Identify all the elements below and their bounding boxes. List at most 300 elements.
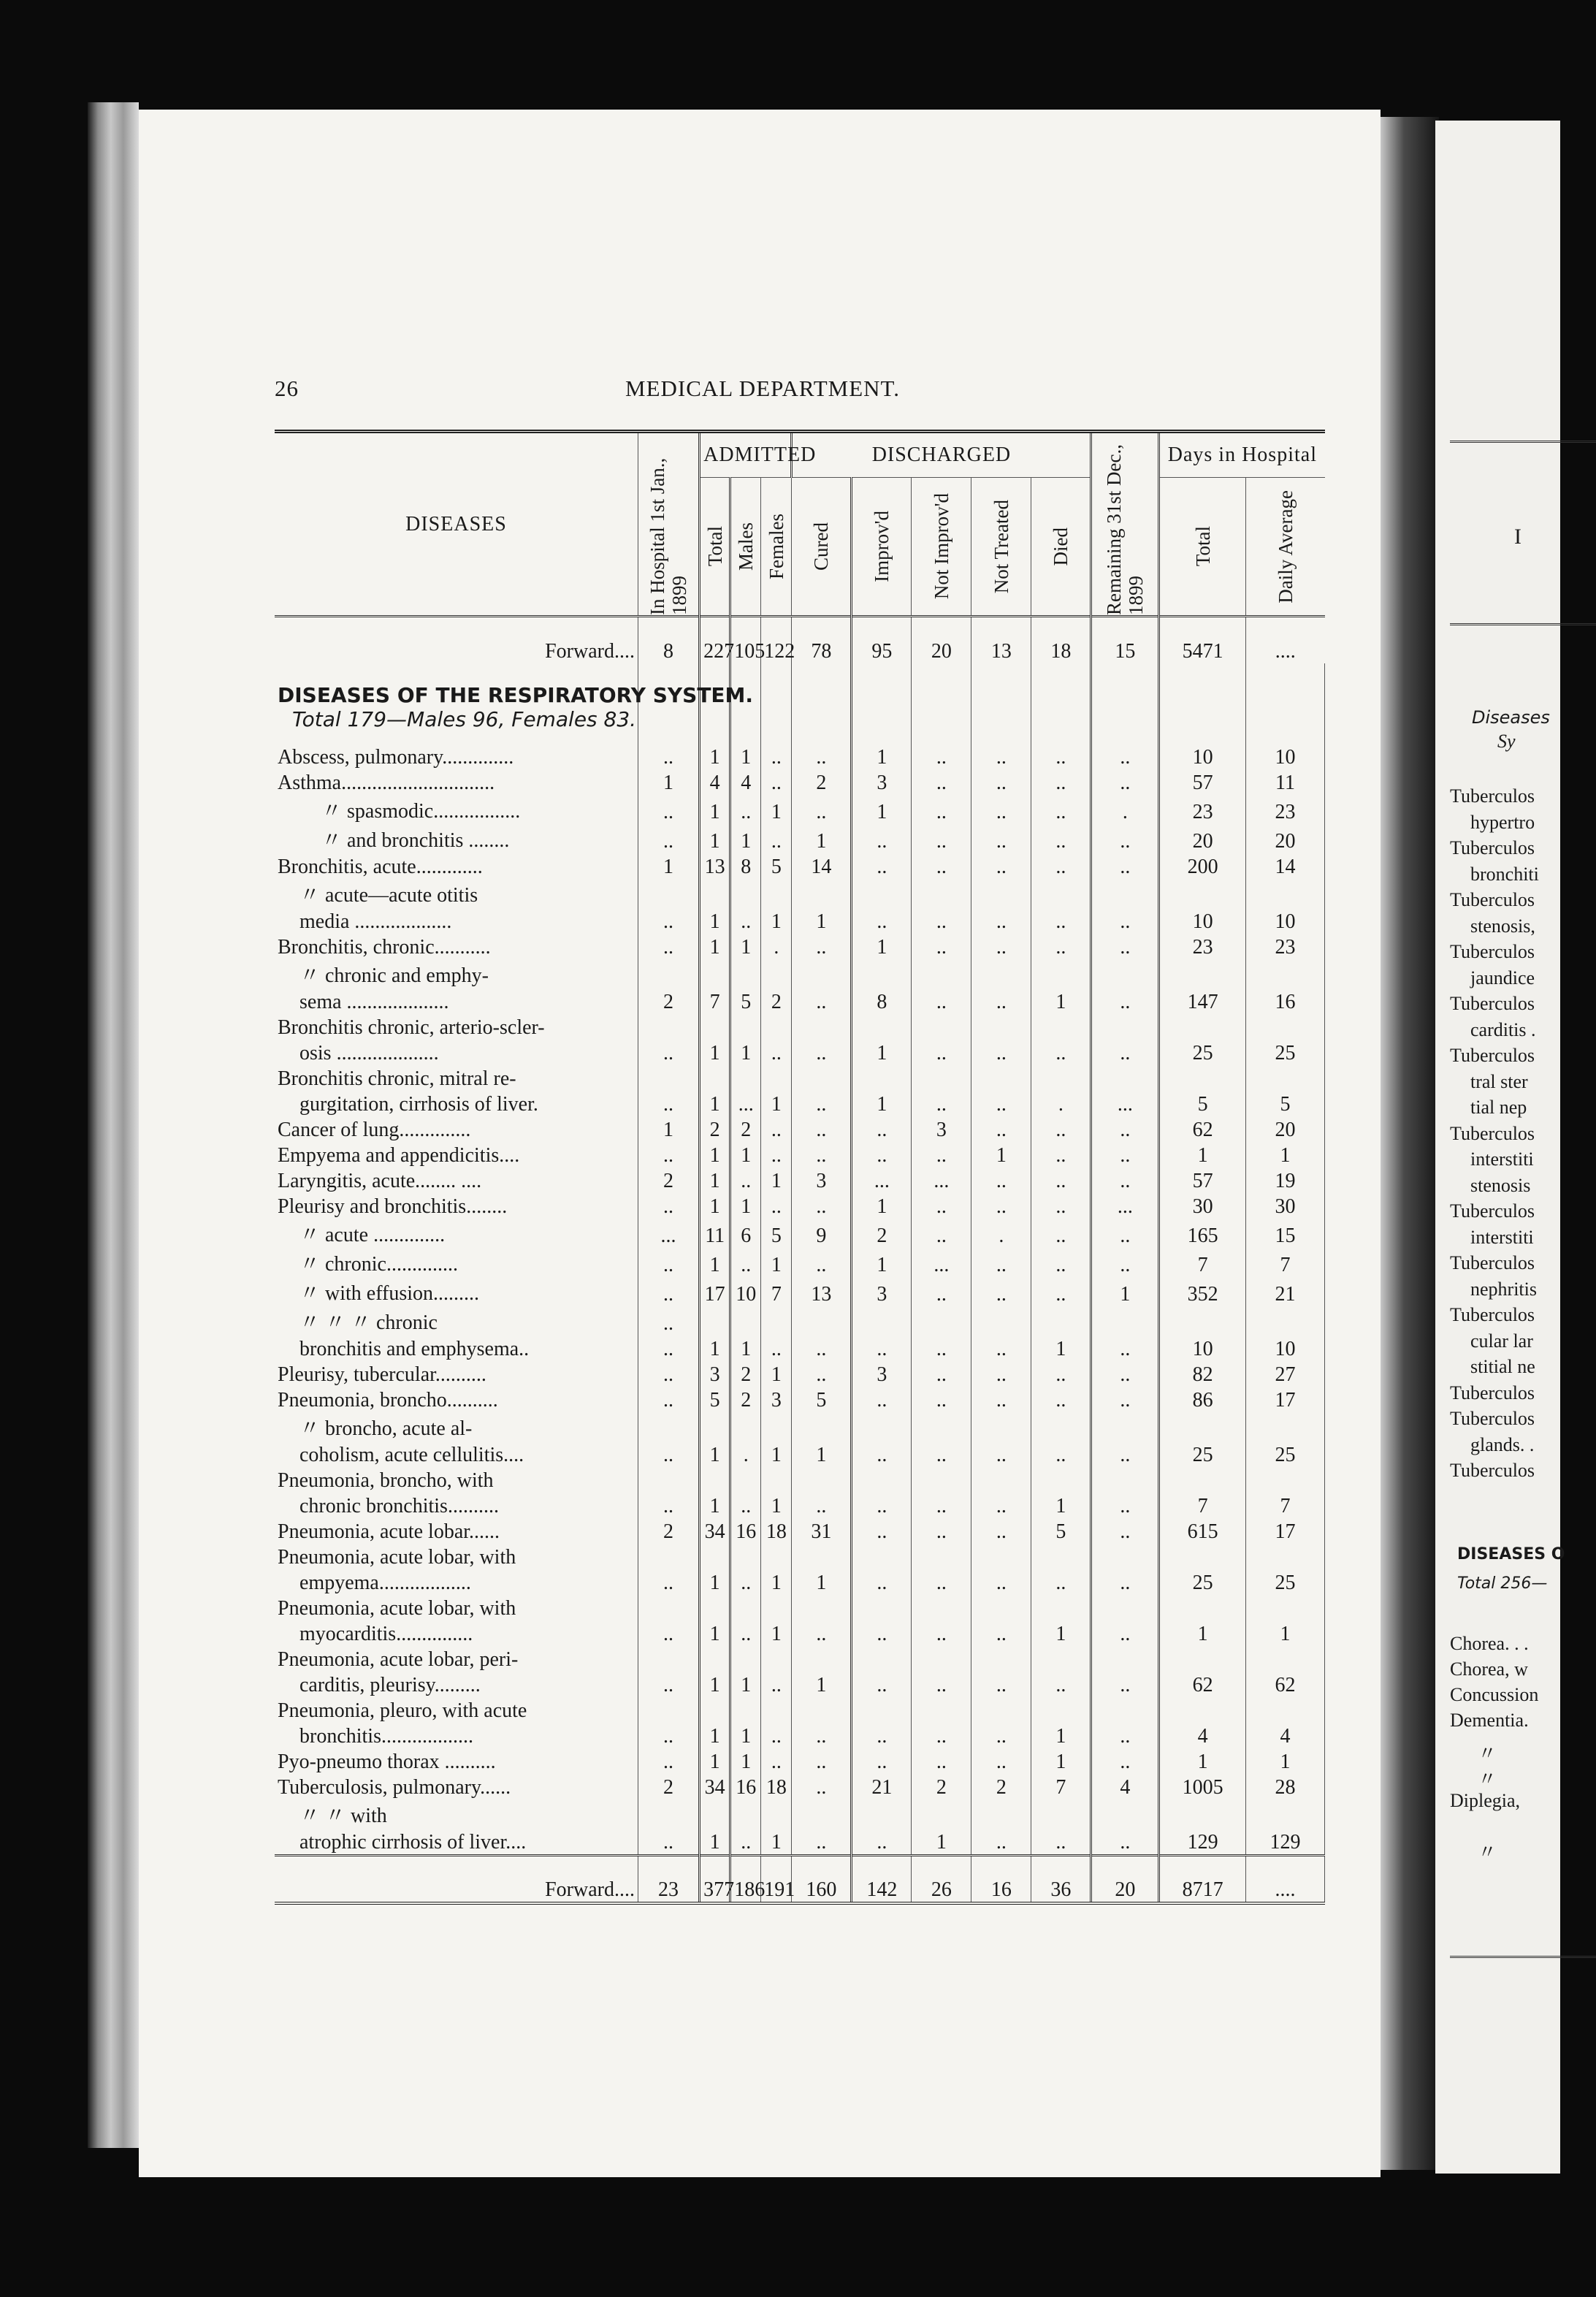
value-cell: 1 (700, 1336, 730, 1361)
value-cell: .. (638, 1361, 699, 1387)
right-page-line: Tuberculos (1450, 941, 1535, 962)
value-cell: .. (912, 1361, 971, 1387)
value-cell (792, 879, 852, 908)
value-cell (792, 1412, 852, 1441)
value-cell: 1 (1159, 1142, 1246, 1167)
value-cell (700, 879, 730, 908)
value-cell (730, 1014, 761, 1040)
right-section-title: Diseases (1472, 707, 1550, 728)
value-cell: .. (638, 1277, 699, 1306)
right-page-line: Tuberculos (1450, 1045, 1535, 1066)
value-cell: .. (852, 1748, 912, 1774)
days-header: Days in Hospital (1159, 432, 1325, 478)
value-cell: .. (971, 853, 1031, 879)
value-cell: 2 (792, 769, 852, 795)
value-cell (971, 879, 1031, 908)
forward-cell: 8717 (1159, 1855, 1246, 1903)
table-row (275, 1219, 1325, 1248)
value-cell (792, 1467, 852, 1493)
value-cell: .. (638, 1620, 699, 1646)
value-cell (1159, 1014, 1246, 1040)
value-cell: .. (792, 795, 852, 824)
value-cell (912, 1467, 971, 1493)
value-cell: 129 (1159, 1829, 1246, 1856)
right-page-line: carditis . (1470, 1018, 1536, 1040)
value-cell: 1 (700, 1040, 730, 1065)
value-cell (971, 1646, 1031, 1672)
disease-label: Cancer of lung.............. (275, 1116, 638, 1142)
value-cell (912, 1646, 971, 1672)
value-cell (638, 879, 699, 908)
value-cell: 2 (700, 1116, 730, 1142)
right-page-line: stenosis (1470, 1174, 1531, 1196)
right-page-line: Chorea, w (1450, 1658, 1528, 1680)
value-cell: 5 (1031, 1518, 1091, 1544)
disease-label: Pneumonia, acute lobar...... (275, 1518, 638, 1544)
value-cell: .. (912, 1723, 971, 1748)
value-cell: 10 (1159, 744, 1246, 769)
value-cell (1031, 1467, 1091, 1493)
value-cell (730, 1697, 761, 1723)
disease-label: 〃 and bronchitis ........ (275, 824, 638, 853)
column-header: Total (700, 478, 730, 617)
value-cell: .. (792, 1193, 852, 1219)
right-page-line: Tuberculos (1450, 1304, 1535, 1325)
table-row (275, 853, 1325, 879)
value-cell (1091, 1697, 1159, 1723)
diseases-header: DISEASES (275, 432, 638, 617)
value-cell: 4 (1091, 1774, 1159, 1799)
right-page-line: tial nep (1470, 1097, 1527, 1118)
right-page-line: interstiti (1470, 1226, 1534, 1248)
disease-label: 〃 with effusion......... (275, 1277, 638, 1306)
disease-label: bronchitis and emphysema.. (275, 1336, 638, 1361)
value-cell (1031, 1014, 1091, 1040)
value-cell: .. (730, 908, 761, 934)
column-header: Cured (792, 478, 852, 617)
right-page-line: jaundice (1470, 967, 1535, 988)
disease-label: Pyo-pneumo thorax .......... (275, 1748, 638, 1774)
disease-label: 〃 〃 〃 chronic (275, 1306, 638, 1336)
value-cell (852, 1412, 912, 1441)
table-row (275, 1595, 1325, 1620)
forward-cell: 23 (638, 1855, 699, 1903)
value-cell: 1 (792, 908, 852, 934)
right-page-line: bronchiti (1470, 863, 1539, 885)
value-cell (852, 1014, 912, 1040)
value-cell: . (1091, 795, 1159, 824)
value-cell: .. (1091, 1748, 1159, 1774)
value-cell: .. (761, 1040, 792, 1065)
value-cell (1091, 1014, 1159, 1040)
value-cell: 1 (852, 1040, 912, 1065)
value-cell (730, 1646, 761, 1672)
value-cell: 57 (1159, 769, 1246, 795)
value-cell: 1 (700, 1569, 730, 1595)
table-row (275, 1493, 1325, 1518)
value-cell: .. (1091, 1167, 1159, 1193)
value-cell (1031, 1065, 1091, 1091)
value-cell (792, 1697, 852, 1723)
value-cell (971, 1544, 1031, 1569)
table-row (275, 1569, 1325, 1595)
value-cell: 1 (792, 1569, 852, 1595)
value-cell: 5 (792, 1387, 852, 1412)
disease-label: coholism, acute cellulitis.... (275, 1441, 638, 1467)
value-cell: 1 (700, 744, 730, 769)
value-cell: .. (912, 769, 971, 795)
value-cell: .. (971, 1748, 1031, 1774)
value-cell: .. (971, 908, 1031, 934)
value-cell: .. (638, 908, 699, 934)
value-cell (730, 1412, 761, 1441)
table-row (275, 1091, 1325, 1116)
value-cell (1245, 1595, 1324, 1620)
value-cell: 27 (1245, 1361, 1324, 1387)
value-cell: .. (1091, 769, 1159, 795)
value-cell: 2 (912, 1774, 971, 1799)
value-cell (1091, 1595, 1159, 1620)
value-cell: .. (792, 1620, 852, 1646)
value-cell (730, 1595, 761, 1620)
forward-cell: 186 (730, 1855, 761, 1903)
right-page-line: Tuberculos (1450, 889, 1535, 910)
value-cell: .. (761, 769, 792, 795)
value-cell: .. (1031, 1167, 1091, 1193)
value-cell: 1 (730, 824, 761, 853)
value-cell: .. (971, 934, 1031, 959)
value-cell: 2 (638, 1167, 699, 1193)
forward-cell: 13 (971, 617, 1031, 663)
forward-cell: 15 (1091, 617, 1159, 663)
value-cell: ... (912, 1248, 971, 1277)
value-cell (761, 879, 792, 908)
table-row (275, 1518, 1325, 1544)
table-row (275, 1774, 1325, 1799)
value-cell: .. (1091, 744, 1159, 769)
value-cell: 1 (761, 1441, 792, 1467)
value-cell (1091, 1544, 1159, 1569)
value-cell (1091, 879, 1159, 908)
value-cell (761, 1646, 792, 1672)
value-cell (638, 1544, 699, 1569)
value-cell: 1 (638, 769, 699, 795)
value-cell (1031, 1697, 1091, 1723)
value-cell: .. (792, 1091, 852, 1116)
value-cell (852, 959, 912, 988)
value-cell (852, 1799, 912, 1829)
page-title: MEDICAL DEPARTMENT. (625, 376, 900, 401)
value-cell: .. (852, 1829, 912, 1856)
forward-cell: 105 (730, 617, 761, 663)
value-cell: 1 (1159, 1620, 1246, 1646)
disease-label: carditis, pleurisy......... (275, 1672, 638, 1697)
value-cell: 25 (1159, 1441, 1246, 1467)
value-cell: .. (852, 1672, 912, 1697)
disease-label: Laryngitis, acute........ .... (275, 1167, 638, 1193)
right-page-line: Concussion (1450, 1684, 1539, 1705)
value-cell: 2 (638, 988, 699, 1014)
value-cell: .. (852, 1493, 912, 1518)
value-cell: 1 (852, 934, 912, 959)
value-cell: 25 (1245, 1441, 1324, 1467)
value-cell: 2 (852, 1219, 912, 1248)
value-cell (638, 1412, 699, 1441)
value-cell: 1 (761, 1569, 792, 1595)
value-cell: .. (1031, 1040, 1091, 1065)
value-cell: 23 (1159, 795, 1246, 824)
table-row (275, 988, 1325, 1014)
remaining-header: Remaining 31st Dec., 1899 (1091, 432, 1159, 617)
table-row (275, 959, 1325, 988)
value-cell: .. (971, 1829, 1031, 1856)
value-cell (1091, 1065, 1159, 1091)
right-page-line: Dementia. (1450, 1710, 1529, 1731)
value-cell (1031, 1646, 1091, 1672)
value-cell: .. (912, 1091, 971, 1116)
value-cell: 30 (1245, 1193, 1324, 1219)
value-cell (1091, 1306, 1159, 1336)
value-cell: .. (730, 1569, 761, 1595)
value-cell: 1 (730, 1142, 761, 1167)
forward-label: Forward.... (275, 1855, 638, 1903)
value-cell: 1 (700, 1193, 730, 1219)
value-cell (761, 1065, 792, 1091)
table-row (275, 1387, 1325, 1412)
value-cell: 11 (1245, 769, 1324, 795)
value-cell: .. (792, 1116, 852, 1142)
value-cell: 1 (700, 1441, 730, 1467)
value-cell: 1 (912, 1829, 971, 1856)
value-cell: 13 (792, 1277, 852, 1306)
value-cell: 21 (852, 1774, 912, 1799)
table-row (275, 934, 1325, 959)
value-cell: .. (912, 908, 971, 934)
value-cell: .. (730, 795, 761, 824)
value-cell (792, 1014, 852, 1040)
table-row (275, 1142, 1325, 1167)
value-cell: .. (912, 1040, 971, 1065)
disease-label: myocarditis............... (275, 1620, 638, 1646)
value-cell: .. (792, 1774, 852, 1799)
value-cell: .. (1031, 1569, 1091, 1595)
value-cell: .. (912, 744, 971, 769)
value-cell: 1 (700, 1672, 730, 1697)
value-cell: .. (971, 1193, 1031, 1219)
value-cell: .. (912, 1219, 971, 1248)
value-cell: .. (638, 1493, 699, 1518)
value-cell: 19 (1245, 1167, 1324, 1193)
column-header: Total (1159, 478, 1246, 617)
value-cell: 30 (1159, 1193, 1246, 1219)
value-cell: .. (852, 1336, 912, 1361)
value-cell: 11 (700, 1219, 730, 1248)
value-cell: 1 (638, 853, 699, 879)
value-cell: .. (638, 795, 699, 824)
value-cell: .. (912, 1748, 971, 1774)
value-cell (1031, 1799, 1091, 1829)
value-cell: 1 (730, 1040, 761, 1065)
value-cell: 7 (1031, 1774, 1091, 1799)
value-cell: 4 (1245, 1723, 1324, 1748)
value-cell: 7 (1245, 1248, 1324, 1277)
value-cell: 2 (638, 1774, 699, 1799)
value-cell (971, 1595, 1031, 1620)
value-cell (852, 1544, 912, 1569)
value-cell: 5 (730, 988, 761, 1014)
value-cell: 5 (700, 1387, 730, 1412)
value-cell (852, 1065, 912, 1091)
value-cell: 1 (700, 1493, 730, 1518)
value-cell: .. (971, 744, 1031, 769)
value-cell: .. (792, 1493, 852, 1518)
value-cell (1245, 1697, 1324, 1723)
table-row (275, 1748, 1325, 1774)
value-cell (1245, 879, 1324, 908)
value-cell (730, 1544, 761, 1569)
value-cell: .. (638, 1441, 699, 1467)
right-page-line: Tuberculos (1450, 1382, 1535, 1403)
value-cell (638, 1799, 699, 1829)
value-cell: 1 (761, 1829, 792, 1856)
forward-cell: 142 (852, 1855, 912, 1903)
value-cell: 1 (730, 1723, 761, 1748)
value-cell: .. (1091, 1672, 1159, 1697)
disease-label: Pneumonia, broncho.......... (275, 1387, 638, 1412)
value-cell: 1 (700, 795, 730, 824)
value-cell (700, 1799, 730, 1829)
disease-label: sema .................... (275, 988, 638, 1014)
value-cell (700, 1014, 730, 1040)
value-cell: 2 (730, 1387, 761, 1412)
table-row (275, 1306, 1325, 1336)
value-cell (912, 1065, 971, 1091)
value-cell: .. (852, 1387, 912, 1412)
value-cell: 8 (730, 853, 761, 879)
value-cell: 20 (1245, 1116, 1324, 1142)
value-cell: .. (1031, 1441, 1091, 1467)
value-cell: 1 (700, 1248, 730, 1277)
value-cell: .. (1091, 1387, 1159, 1412)
value-cell: .. (1031, 934, 1091, 959)
value-cell (1091, 1412, 1159, 1441)
right-page-line: Tuberculos (1450, 785, 1535, 807)
disease-label: Pneumonia, broncho, with (275, 1467, 638, 1493)
value-cell (1159, 1595, 1246, 1620)
value-cell: .. (761, 1723, 792, 1748)
value-cell: 21 (1245, 1277, 1324, 1306)
right-page-line: Chorea. . . (1450, 1633, 1529, 1654)
value-cell (761, 1595, 792, 1620)
value-cell (700, 1306, 730, 1336)
right-page-line: Tuberculos (1450, 1200, 1535, 1222)
value-cell: .. (1091, 1248, 1159, 1277)
value-cell: 1 (761, 1167, 792, 1193)
value-cell: 1 (1031, 1620, 1091, 1646)
value-cell: 62 (1245, 1672, 1324, 1697)
value-cell: 1 (1031, 1336, 1091, 1361)
forward-cell: 18 (1031, 617, 1091, 663)
value-cell: 62 (1159, 1672, 1246, 1697)
value-cell: 31 (792, 1518, 852, 1544)
value-cell: .. (792, 1248, 852, 1277)
table-row (275, 795, 1325, 824)
disease-table (275, 430, 1325, 1905)
value-cell: .. (852, 1441, 912, 1467)
value-cell (912, 1014, 971, 1040)
value-cell (912, 1544, 971, 1569)
value-cell: .. (971, 1723, 1031, 1748)
value-cell (1031, 1595, 1091, 1620)
value-cell: 7 (1159, 1493, 1246, 1518)
value-cell: .. (638, 1142, 699, 1167)
right-page-line: hypertro (1470, 811, 1535, 833)
value-cell: .. (761, 824, 792, 853)
value-cell: .. (971, 824, 1031, 853)
value-cell: .. (1031, 744, 1091, 769)
value-cell: 1 (971, 1142, 1031, 1167)
disease-label: 〃 chronic and emphy- (275, 959, 638, 988)
column-header: Not Treated (971, 478, 1031, 617)
value-cell: .. (1091, 1493, 1159, 1518)
value-cell: .. (638, 1672, 699, 1697)
value-cell (912, 1799, 971, 1829)
right-section2-title: DISEASES O (1457, 1545, 1565, 1563)
value-cell (1159, 1646, 1246, 1672)
value-cell: .. (730, 1620, 761, 1646)
value-cell: ... (852, 1167, 912, 1193)
value-cell: 1 (730, 1748, 761, 1774)
value-cell: .. (1031, 1219, 1091, 1248)
value-cell: .. (792, 1142, 852, 1167)
value-cell: 7 (761, 1277, 792, 1306)
right-page (1435, 121, 1565, 2174)
disease-label: Pneumonia, pleuro, with acute (275, 1697, 638, 1723)
value-cell (971, 1065, 1031, 1091)
value-cell: 2 (971, 1774, 1031, 1799)
value-cell (730, 1065, 761, 1091)
value-cell: .. (638, 1748, 699, 1774)
value-cell: .. (852, 1723, 912, 1748)
value-cell (638, 1697, 699, 1723)
value-cell (700, 1697, 730, 1723)
value-cell: 4 (1159, 1723, 1246, 1748)
value-cell (1159, 1697, 1246, 1723)
value-cell (761, 1697, 792, 1723)
value-cell (1031, 879, 1091, 908)
value-cell: 1 (730, 1193, 761, 1219)
value-cell: .. (1091, 1723, 1159, 1748)
value-cell (700, 959, 730, 988)
value-cell: . (971, 1219, 1031, 1248)
right-page-line: Tuberculos (1450, 1408, 1535, 1429)
book-edge (88, 102, 139, 2148)
value-cell: 1 (1245, 1620, 1324, 1646)
column-header: Males (730, 478, 761, 617)
value-cell: 10 (1159, 1336, 1246, 1361)
value-cell: . (761, 934, 792, 959)
value-cell (761, 1306, 792, 1336)
forward-cell: 78 (792, 617, 852, 663)
value-cell: 28 (1245, 1774, 1324, 1799)
table-row (275, 1412, 1325, 1441)
value-cell (1091, 1799, 1159, 1829)
value-cell: 1 (700, 824, 730, 853)
value-cell: .. (761, 1748, 792, 1774)
value-cell: .. (971, 1091, 1031, 1116)
value-cell (971, 1412, 1031, 1441)
value-cell: 1 (700, 1167, 730, 1193)
